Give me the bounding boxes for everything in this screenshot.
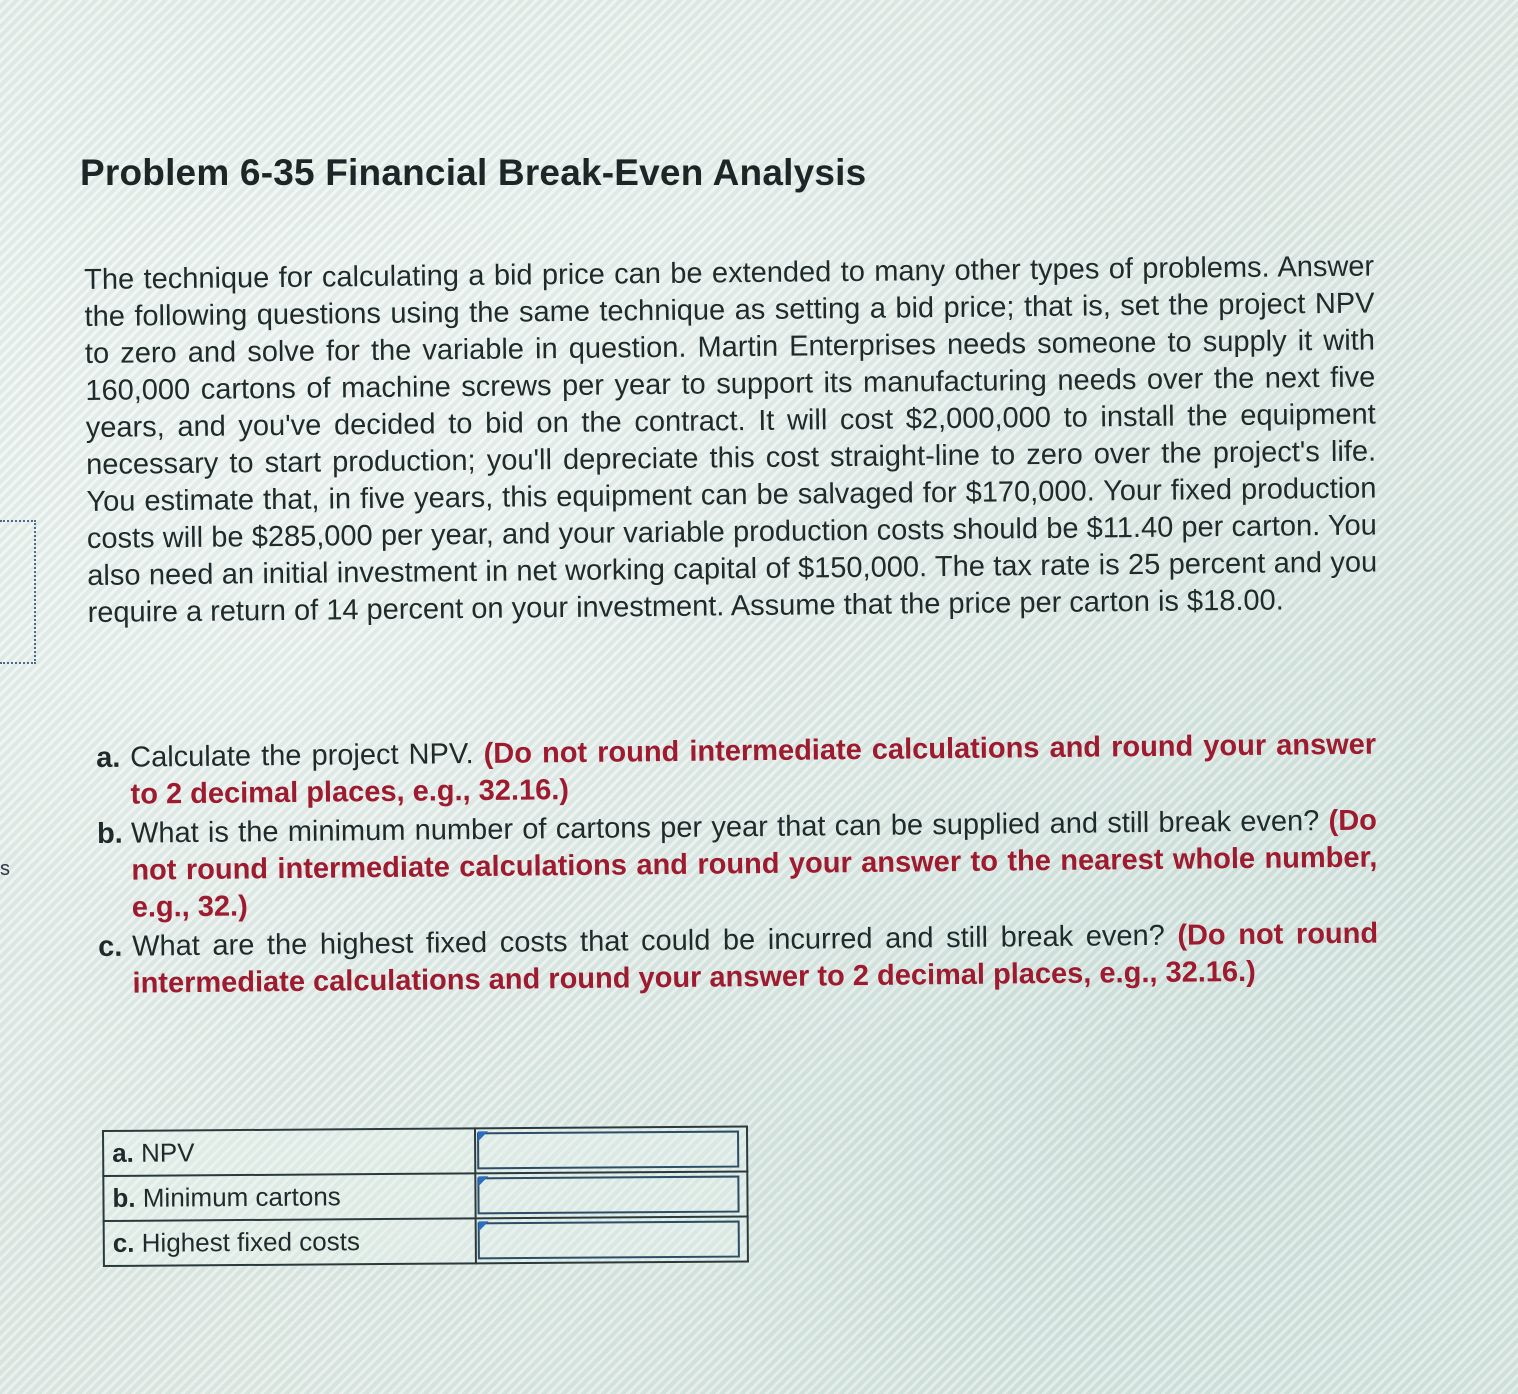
input-marker-icon (479, 1221, 489, 1231)
left-panel-edge (0, 520, 36, 664)
answer-row-minimum-cartons (103, 1171, 747, 1220)
input-marker-icon (478, 1131, 488, 1141)
problem-intro: The technique for calculating a bid price can be extended to many other types of problems. Answer the following questions using the same technique as setting a bid price; that is, set the project NPV to zero and solve for the variable in question. Martin Enterprises needs someone to supply it with 160,000 cartons of machine screws per year to support its manufacturing needs over the next five years, and you've decided to bid on the contract. It will cost $2,000,000 to install the equipment necessary to start production; you'll depreciate this cost straight-line to zero over the project's life. You estimate that, in five years, this equipment can be salvaged for $170,000. Your fixed production costs will be $285,000 per year, and your variable production costs should be $11.40 per carton. You also need an initial investment in net working capital of $150,000. The tax rate is 25 percent and you require a return of 14 percent on your investment. Assume that the price per carton is $18.00. (84, 250, 1378, 629)
answer-cell (475, 1126, 747, 1173)
answer-cell (476, 1216, 748, 1263)
input-marker-icon (478, 1176, 488, 1186)
question-list (96, 727, 1379, 1005)
question-instruction: (Do not round intermediate calculations and round your answer to 2 decimal places, e.g., 32.16.) (130, 728, 1377, 811)
question-instruction: (Do not round intermediate calculations and round your answer to the nearest whole number, e.g., 32.) (131, 804, 1378, 924)
answer-label-text: NPV (140, 1137, 195, 1168)
answer-label (103, 1128, 475, 1176)
answer-letter: a. (112, 1137, 134, 1168)
answer-label (104, 1218, 476, 1266)
minimum-cartons-input[interactable] (477, 1176, 739, 1215)
answer-label-text: Highest fixed costs (141, 1226, 361, 1258)
answer-row-npv (103, 1126, 747, 1175)
answer-table (102, 1125, 749, 1267)
answer-label (103, 1173, 475, 1221)
question-letter: b. (96, 817, 123, 850)
left-margin-letter: s (0, 858, 10, 880)
problem-title: Problem 6-35 Financial Break-Even Analysis (80, 152, 867, 193)
question-text: Calculate the project NPV. (130, 737, 484, 774)
answer-row-highest-fixed-costs (104, 1216, 748, 1265)
answer-label-text: Minimum cartons (142, 1181, 341, 1213)
answer-letter: b. (112, 1182, 136, 1213)
question-text: What are the highest fixed costs that could be incurred and still break even? (131, 919, 1178, 963)
question-c (98, 916, 1379, 1003)
npv-input[interactable] (477, 1131, 739, 1170)
question-letter: c. (98, 930, 123, 963)
question-text: What is the minimum number of cartons per year that can be supplied and still break even? (130, 805, 1329, 850)
question-instruction: (Do not round intermediate calculations and round your answer to 2 decimal places, e.g., 32.16.) (132, 917, 1379, 1000)
answer-cell (475, 1171, 747, 1218)
highest-fixed-costs-input[interactable] (478, 1221, 740, 1260)
question-b (97, 803, 1378, 927)
answer-letter: c. (112, 1227, 135, 1258)
question-a (96, 727, 1377, 814)
question-letter: a. (96, 741, 121, 774)
